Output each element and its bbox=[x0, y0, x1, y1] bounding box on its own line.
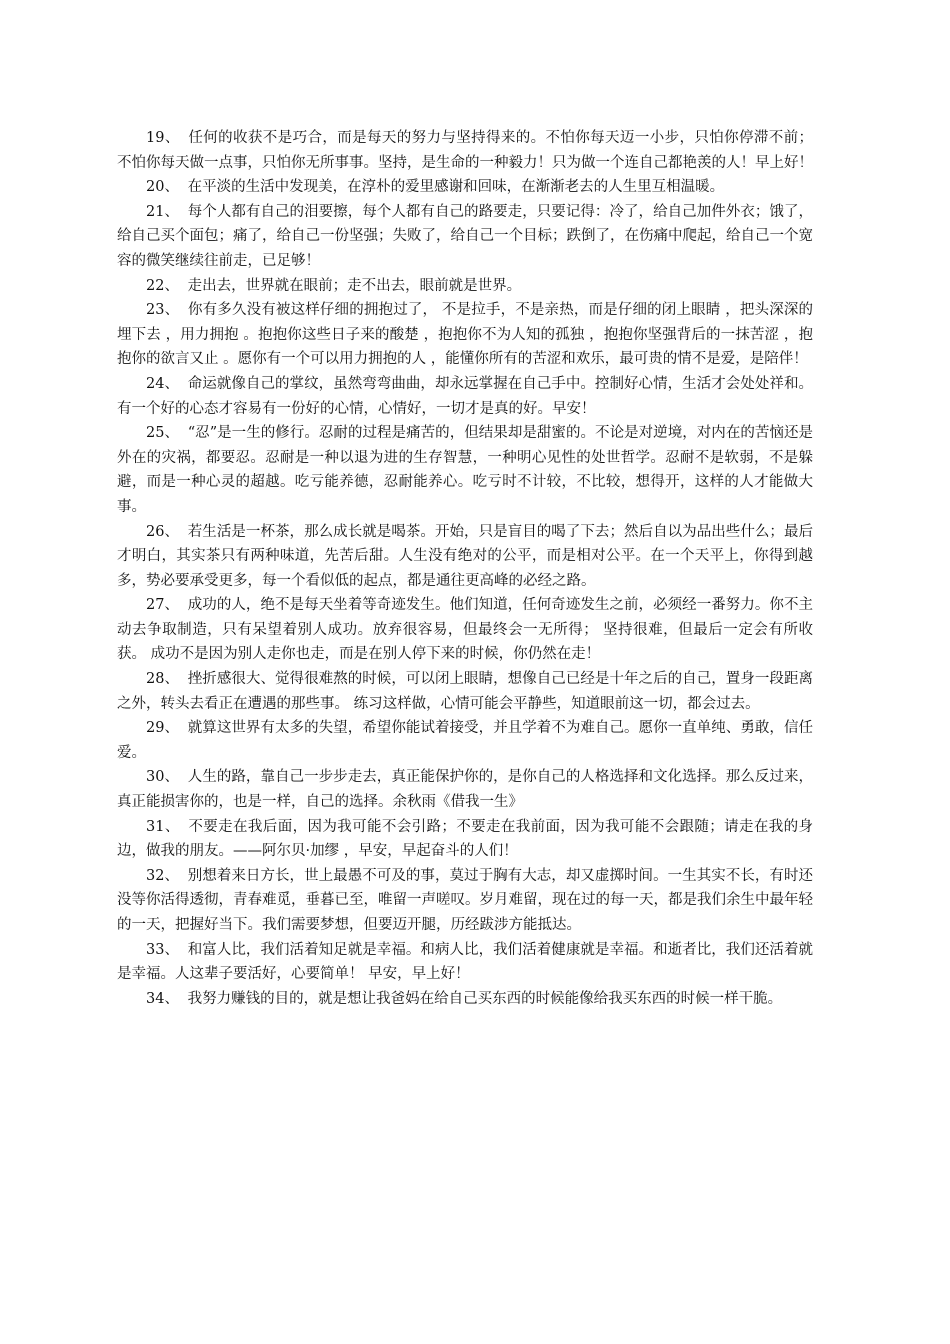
item-number: 24、 bbox=[146, 375, 180, 392]
item-text: 就算这世界有太多的失望，希望你能试着接受，并且学着不为难自己。愿你一直单纯、勇敢，信任爱。 bbox=[117, 720, 814, 761]
item-number: 31、 bbox=[146, 818, 180, 835]
item-number: 27、 bbox=[146, 597, 180, 614]
item-text: 若生活是一杯茶，那么成长就是喝茶。开始，只是盲目的喝了下去；然后自以为品出些什么；最后才明白，其实茶只有两种味道，先苦后甜。人生没有绝对的公平，而是相对公平。在一个天平上，你得到越多，势必要承受更多，每一个看似低的起点，都是通往更高峰的必经之路。 bbox=[117, 523, 814, 589]
item-number: 23、 bbox=[146, 302, 180, 319]
item-text: 在平淡的生活中发现美，在淳朴的爱里感谢和回味，在渐渐老去的人生里互相温暖。 bbox=[187, 179, 725, 196]
item-number: 21、 bbox=[146, 203, 180, 220]
item-text: 不要走在我后面，因为我可能不会引路；不要走在我前面，因为我可能不会跟随；请走在我的身边，做我的朋友。——阿尔贝·加缪 ，早安，早起奋斗的人们！ bbox=[117, 818, 814, 860]
item-number: 26、 bbox=[146, 523, 180, 540]
list-item bbox=[117, 815, 813, 864]
item-text: 人生的路，靠自己一步步走去，真正能保护你的，是你自己的人格选择和文化选择。那么反过来，真正能损害你的，也是一样，自己的选择。余秋雨《借我一生》 bbox=[117, 769, 814, 811]
list-item bbox=[117, 126, 813, 175]
list-item bbox=[117, 864, 813, 938]
item-text: 每个人都有自己的泪要擦，每个人都有自己的路要走，只要记得：冷了，给自己加件外衣；饿了，给自己买个面包；痛了，给自己一份坚强；失败了，给自己一个目标；跌倒了，在伤痛中爬起，给自己一个宽容的微笑继续往前走，已足够！ bbox=[117, 203, 814, 269]
item-text: 我努力赚钱的目的，就是想让我爸妈在给自己买东西的时候能像给我买东西的时候一样干脆。 bbox=[187, 990, 783, 1007]
list-item bbox=[117, 298, 813, 372]
list-item bbox=[117, 716, 813, 765]
list-item bbox=[117, 175, 813, 200]
item-number: 19、 bbox=[146, 130, 180, 146]
item-text: “忍”是一生的修行。忍耐的过程是痛苦的，但结果却是甜蜜的。不论是对逆境，对内在的苦恼还是外在的灾祸，都要忍。忍耐是一种以退为进的生存智慧，一种明心见性的处世哲学。忍耐不是软弱，不是躲避，而是一种心灵的超越。吃亏能养德，忍耐能养心。吃亏时不计较，不比较，想得开，这样的人才能做大事。 bbox=[117, 425, 814, 515]
item-number: 22、 bbox=[146, 277, 179, 294]
list-item bbox=[117, 372, 813, 421]
list-item bbox=[117, 200, 813, 274]
item-number: 33、 bbox=[146, 941, 180, 958]
list-item bbox=[117, 593, 813, 667]
list-item bbox=[117, 274, 813, 299]
item-number: 30、 bbox=[146, 769, 180, 786]
item-text: 命运就像自己的掌纹，虽然弯弯曲曲，却永远掌握在自己手中。控制好心情，生活才会处处祥和。有一个好的心态才容易有一份好的心情，心情好，一切才是真的好。早安！ bbox=[117, 375, 814, 417]
list-item bbox=[117, 421, 813, 519]
item-number: 28、 bbox=[146, 671, 180, 688]
item-number: 34、 bbox=[146, 990, 179, 1007]
item-number: 29、 bbox=[146, 720, 180, 737]
item-text: 你有多久没有被这样仔细的拥抱过了， 不是拉手，不是亲热，而是仔细的闭上眼睛 ，把头深深的埋下去 ，用力拥抱 。抱抱你这些日子来的酸楚 ，抱抱你不为人知的孤独 ，抱抱你坚强背后的一抹苦涩 ，抱抱你的欲言又止 。愿你有一个可以用力拥抱的人 ，能懂你所有的苦涩和欢乐，最可贵的情不是爱，是陪伴！ bbox=[117, 302, 814, 368]
list-item bbox=[117, 667, 813, 716]
item-text: 任何的收获不是巧合，而是每天的努力与坚持得来的。不怕你每天迈一小步，只怕你停滞不前； 不怕你每天做一点事，只怕你无所事事。坚持，是生命的一种毅力！只为做一个连自己都艳羡的人！早上好！ bbox=[117, 130, 814, 171]
list-item bbox=[117, 765, 813, 814]
item-number: 25、 bbox=[146, 425, 180, 442]
item-text: 别想着来日方长，世上最愚不可及的事，莫过于胸有大志，却又虚掷时间。一生其实不长，有时还没等你活得透彻，青春难觅，垂暮已至，唯留一声嗟叹。岁月难留，现在过的每一天，都是我们余生中最年轻的一天，把握好当下。我们需要梦想，但要迈开腿，历经跋涉方能抵达。 bbox=[117, 867, 814, 933]
item-number: 32、 bbox=[146, 867, 180, 884]
item-number: 20、 bbox=[146, 179, 179, 196]
list-item bbox=[117, 938, 813, 987]
item-text: 走出去，世界就在眼前；走不出去，眼前就是世界。 bbox=[187, 277, 522, 294]
item-text: 挫折感很大、觉得很难熬的时候，可以闭上眼睛，想像自己已经是十年之后的自己，置身一段距离之外，转头去看正在遭遇的那些事。 练习这样做，心情可能会平静些，知道眼前这一切，都会过去。 bbox=[117, 671, 814, 712]
item-text: 和富人比，我们活着知足就是幸福。和病人比，我们活着健康就是幸福。和逝者比，我们还活着就是幸福。人这辈子要活好，心要简单！ 早安，早上好！ bbox=[117, 941, 814, 983]
list-item bbox=[117, 987, 813, 1012]
document-page bbox=[117, 126, 813, 1011]
list-item bbox=[117, 520, 813, 594]
item-text: 成功的人，绝不是每天坐着等奇迹发生。他们知道，任何奇迹发生之前，必须经一番努力。你不主动去争取制造，只有呆望着别人成功。放弃很容易，但最终会一无所得； 坚持很难，但最后一定会有所收获。 成功不是因为别人走你也走，而是在别人停下来的时候，你仍然在走！ bbox=[117, 597, 814, 663]
